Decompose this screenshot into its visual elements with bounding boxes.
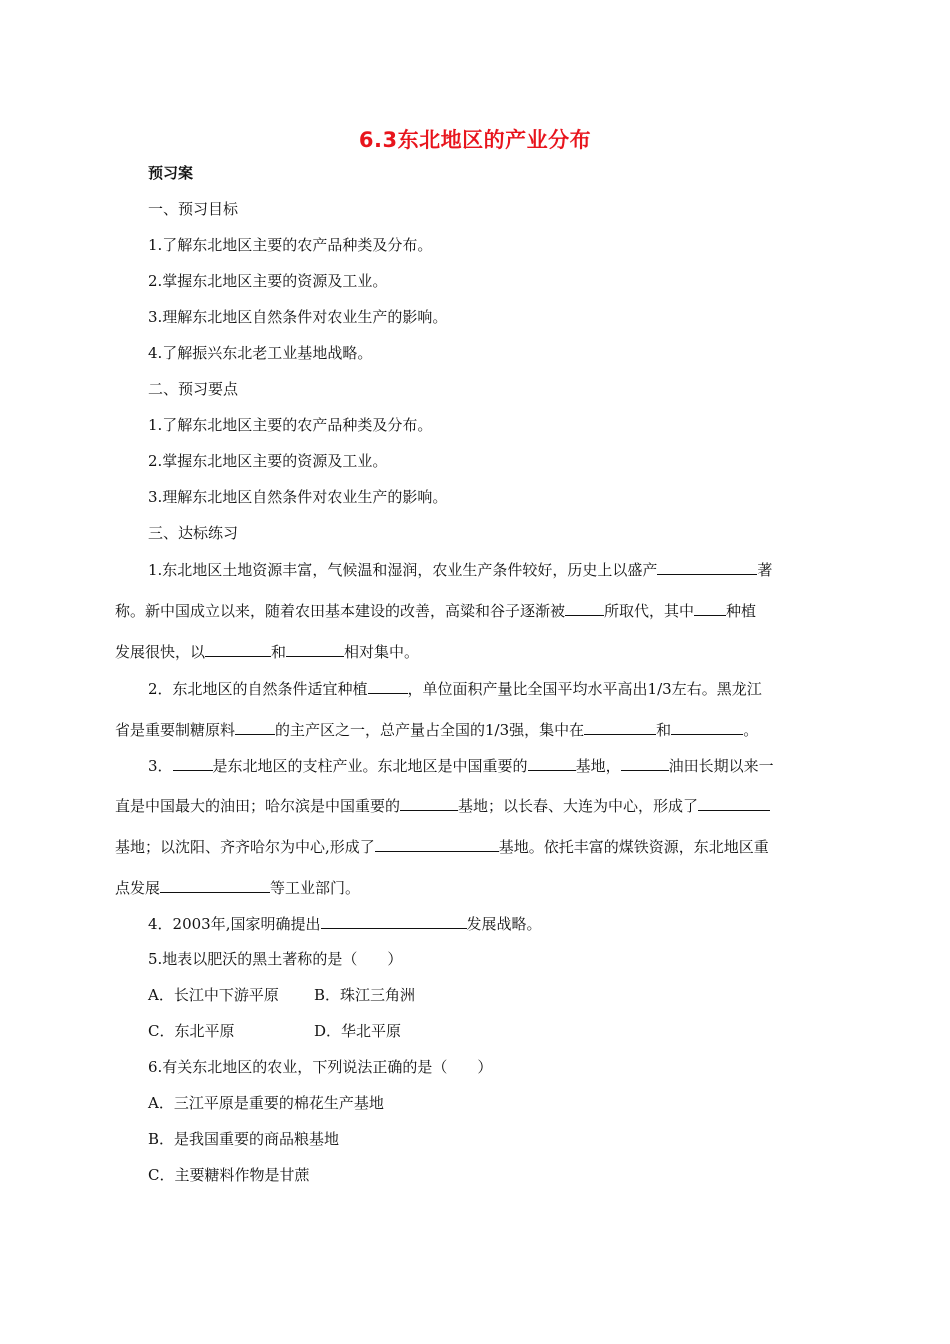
q1-text: 相对集中。 — [344, 643, 420, 661]
practice-heading: 三、达标练习 — [148, 524, 239, 542]
q1-text: 种植 — [726, 602, 757, 620]
q1-text: 发展很快，以 — [115, 643, 206, 661]
q3-text: 等工业部门。 — [270, 879, 361, 897]
q2-text: 2．东北地区的自然条件适宜种植 — [148, 680, 368, 698]
q3-text: 是东北地区的支柱产业。东北地区是中国重要的 — [212, 757, 528, 775]
page-title: 6.3东北地区的产业分布 — [358, 128, 592, 152]
q1-text: 所取代，其中 — [604, 602, 695, 620]
q6-option-c[interactable]: C．主要糖料作物是甘蔗 — [148, 1166, 310, 1184]
q2-line-1 — [148, 678, 762, 699]
q1-line-2 — [115, 600, 756, 621]
q3-text: 3． — [148, 757, 173, 775]
q2-text: ，单位面积产量比全国平均水平高出1/3左右。黑龙江 — [407, 680, 762, 698]
answer-blank[interactable] — [160, 877, 270, 893]
points-heading: 二、预习要点 — [148, 380, 239, 398]
answer-blank[interactable] — [671, 719, 743, 735]
q3-line-4 — [115, 877, 360, 898]
q3-line-2 — [115, 795, 770, 816]
answer-blank[interactable] — [205, 641, 271, 657]
section-label: 预习案 — [148, 164, 194, 182]
q3-text: 点发展 — [115, 879, 161, 897]
q1-line-3 — [115, 641, 419, 662]
q1-text: 称。新中国成立以来，随着农田基本建设的改善，高粱和谷子逐渐被 — [115, 602, 566, 620]
q4-text: 4．2003年,国家明确提出 — [148, 915, 321, 933]
q3-text: 油田长期以来一 — [668, 757, 774, 775]
answer-blank[interactable] — [621, 755, 669, 771]
q6-option-b[interactable]: B．是我国重要的商品粮基地 — [148, 1130, 340, 1148]
q5-stem: 5.地表以肥沃的黑土著称的是（ ） — [148, 950, 403, 968]
goal-item: 1.了解东北地区主要的农产品种类及分布。 — [148, 236, 433, 254]
q1-text: 和 — [271, 643, 287, 661]
q1-text: 著 — [757, 561, 773, 579]
q3-text: 基地；以长春、大连为中心，形成了 — [458, 797, 699, 815]
answer-blank[interactable] — [565, 600, 604, 616]
q5-option-d[interactable]: D．华北平原 — [314, 1022, 402, 1040]
q2-line-2 — [115, 719, 758, 740]
answer-blank[interactable] — [235, 719, 275, 735]
answer-blank[interactable] — [694, 600, 726, 616]
answer-blank[interactable] — [375, 836, 499, 852]
q5-option-a[interactable]: A．长江中下游平原 — [148, 986, 279, 1004]
q4-line — [148, 913, 542, 934]
q2-text: 和 — [656, 721, 672, 739]
goal-item: 2.掌握东北地区主要的资源及工业。 — [148, 272, 388, 290]
point-item: 3.理解东北地区自然条件对农业生产的影响。 — [148, 488, 448, 506]
q1-text: 1.东北地区土地资源丰富，气候温和湿润，农业生产条件较好，历史上以盛产 — [148, 561, 658, 579]
q3-line-1 — [148, 755, 774, 776]
goal-item: 4.了解振兴东北老工业基地战略。 — [148, 344, 373, 362]
answer-blank[interactable] — [584, 719, 656, 735]
q1-line-1 — [148, 559, 772, 580]
q3-text: 基地， — [575, 757, 621, 775]
q2-text: 的主产区之一，总产量占全国的1/3强，集中在 — [275, 721, 585, 739]
q6-option-a[interactable]: A．三江平原是重要的棉花生产基地 — [148, 1094, 384, 1112]
answer-blank[interactable] — [368, 678, 408, 694]
point-item: 1.了解东北地区主要的农产品种类及分布。 — [148, 416, 433, 434]
q4-text: 发展战略。 — [466, 915, 542, 933]
goals-heading: 一、预习目标 — [148, 200, 239, 218]
q6-stem: 6.有关东北地区的农业，下列说法正确的是（ ） — [148, 1058, 493, 1076]
q2-text: 。 — [743, 721, 759, 739]
answer-blank[interactable] — [528, 755, 576, 771]
answer-blank[interactable] — [657, 559, 757, 575]
q5-option-c[interactable]: C．东北平原 — [148, 1022, 235, 1040]
q5-option-b[interactable]: B．珠江三角洲 — [314, 986, 416, 1004]
q2-text: 省是重要制糖原料 — [115, 721, 236, 739]
answer-blank[interactable] — [173, 755, 213, 771]
q3-text: 基地；以沈阳、齐齐哈尔为中心,形成了 — [115, 838, 375, 856]
q3-text: 基地。依托丰富的煤铁资源，东北地区重 — [498, 838, 769, 856]
answer-blank[interactable] — [698, 795, 770, 811]
point-item: 2.掌握东北地区主要的资源及工业。 — [148, 452, 388, 470]
answer-blank[interactable] — [400, 795, 458, 811]
answer-blank[interactable] — [286, 641, 344, 657]
q3-text: 直是中国最大的油田；哈尔滨是中国重要的 — [115, 797, 401, 815]
answer-blank[interactable] — [321, 913, 467, 929]
goal-item: 3.理解东北地区自然条件对农业生产的影响。 — [148, 308, 448, 326]
q3-line-3 — [115, 836, 769, 857]
